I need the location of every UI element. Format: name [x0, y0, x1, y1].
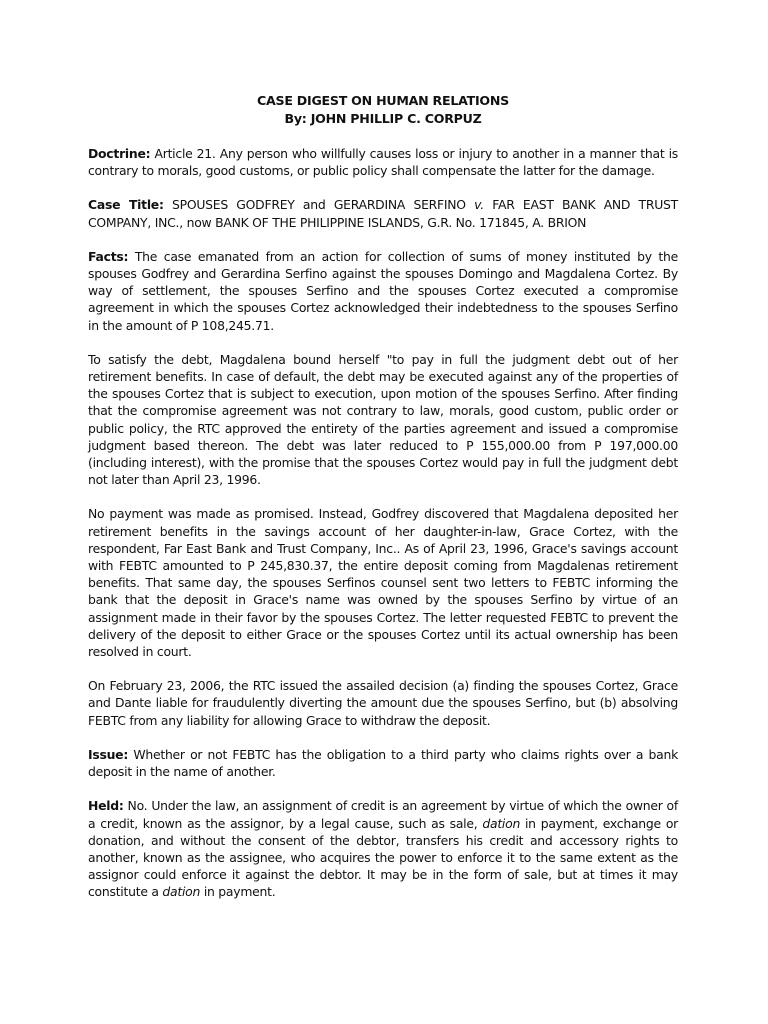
held-text-a: No. Under the law, an assignment of credit is an agreement by virtue of which the owner of a credit, known as the assignor, by a legal cause, such as sale, [88, 798, 678, 831]
document-title [88, 92, 678, 127]
held-label: Held: [88, 798, 124, 814]
facts-paragraph-1 [88, 248, 678, 334]
held-text-c: in payment. [200, 884, 276, 900]
doctrine-paragraph [88, 145, 678, 179]
title-line-2: By: JOHN PHILLIP C. CORPUZ [284, 110, 482, 126]
case-title-label: Case Title: [88, 197, 164, 213]
held-text-b: in payment, exchange or donation, and without the consent of the debtor, transfers his credit and accessory rights to another, known as the assignee, who acquires the power to enforce it to the same extent as the assignor could enforce it against the debtor. It may be in the form of sale, but at times it may constitute a [88, 815, 678, 900]
facts-paragraph-4: On February 23, 2006, the RTC issued the assailed decision (a) finding the spouses Cortez, Grace and Dante liable for fraudulently diverting the amount due the spouses Serfino, but (b) absolving FEBTC from any liability for allowing Grace to withdraw the deposit. [88, 678, 678, 728]
facts-label: Facts: [88, 248, 129, 264]
issue-text: Whether or not FEBTC has the obligation to a third party who claims rights over a bank deposit in the name of another. [88, 746, 678, 780]
held-italic-dation-1: dation [482, 815, 521, 831]
case-title-text-after: FAR EAST BANK AND TRUST COMPANY, INC., now BANK OF THE PHILIPPINE ISLANDS, G.R. No. 171845, A. BRION [88, 197, 678, 230]
case-title-paragraph [88, 196, 678, 230]
title-line-1: CASE DIGEST ON HUMAN RELATIONS [257, 93, 509, 108]
facts-paragraph-2: To satisfy the debt, Magdalena bound herself "to pay in full the judgment debt out of her retirement benefits. In case of default, the debt may be executed against any of the properties of the spouses Cortez that is subject to execution, upon motion of the spouses Serfino. After finding that the compromise agreement was not contrary to law, morals, good custom, public order or public policy, the RTC approved the entirety of the parties agreement and issued a compromise judgment based thereon. The debt was later reduced to P 155,000.00 from P 197,000.00 (including interest), with the promise that the spouses Cortez would pay in full the judgment debt not later than April 23, 1996. [88, 351, 678, 488]
case-title-versus: v. [474, 197, 484, 213]
issue-label: Issue: [88, 746, 129, 762]
case-title-text-before: SPOUSES GODFREY and GERARDINA SERFINO [163, 197, 475, 213]
held-paragraph [88, 797, 678, 900]
doctrine-label: Doctrine: [88, 146, 151, 161]
facts-paragraph-3: No payment was made as promised. Instead, Godfrey discovered that Magdalena deposited her retirement benefits in the savings account of her daughter-in-law, Grace Cortez, with the respondent, Far East Bank and Trust Company, Inc.. As of April 23, 1996, Grace's savings account with FEBTC amounted to P 245,830.37, the entire deposit coming from Magdalenas retirement benefits. That same day, the spouses Serfinos counsel sent two letters to FEBTC informing the bank that the deposit in Grace's name was owned by the spouses Serfino by virtue of an assignment made in their favor by the spouses Cortez. The letter requested FEBTC to prevent the delivery of the deposit to either Grace or the spouses Cortez until its actual ownership has been resolved in court. [88, 506, 678, 660]
facts-text-1: The case emanated from an action for collection of sums of money instituted by the spouses Godfrey and Gerardina Serfino against the spouses Domingo and Magdalena Cortez. By way of settlement, the spouses Serfino and the spouses Cortez executed a compromise agreement in which the spouses Cortez acknowledged their indebtedness to the spouses Serfino in the amount of P 108,245.71. [88, 248, 678, 333]
held-italic-dation-2: dation [162, 884, 201, 900]
issue-paragraph [88, 746, 678, 780]
document-page [88, 92, 678, 918]
doctrine-text: Article 21. Any person who willfully causes loss or injury to another in a manner that is contrary to morals, good customs, or public policy shall compensate the latter for the damage. [88, 146, 678, 179]
